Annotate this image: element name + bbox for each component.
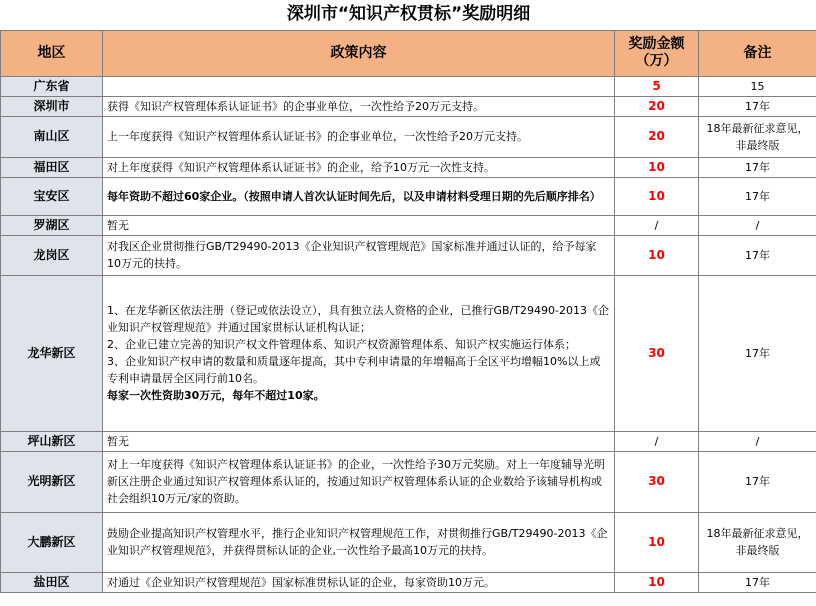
policy-cell[interactable]: 暂无	[103, 215, 615, 235]
header-amount: 奖励金额（万）	[615, 30, 699, 76]
note-cell[interactable]: 17年	[699, 157, 816, 177]
header-note: 备注	[699, 30, 816, 76]
policy-line: 1、在龙华新区依法注册（登记或依法设立），具有独立法人资格的企业，已推行GB/T29490-2013《企业知识产权管理规范》并通过国家贯标认证机构认证；	[107, 304, 609, 334]
header-region: 地区	[1, 30, 103, 76]
region-cell[interactable]: 宝安区	[1, 177, 103, 215]
policy-cell[interactable]: 上一年度获得《知识产权管理体系认证证书》的企事业单位，一次性给予20万元支持。	[103, 116, 615, 157]
note-cell[interactable]: /	[699, 431, 816, 451]
amount-cell[interactable]: 10	[615, 177, 699, 215]
note-cell[interactable]: 15	[699, 76, 816, 96]
region-cell[interactable]: 深圳市	[1, 96, 103, 116]
policy-cell[interactable]: 对上年度获得《知识产权管理体系认证证书》的企业，给予10万元一次性支持。	[103, 157, 615, 177]
amount-cell[interactable]: 10	[615, 512, 699, 572]
region-cell[interactable]: 广东省	[1, 76, 103, 96]
note-cell[interactable]: /	[699, 215, 816, 235]
amount-cell[interactable]: 5	[615, 76, 699, 96]
page-title: 深圳市“知识产权贯标”奖励明细	[1, 0, 816, 30]
region-cell[interactable]: 罗湖区	[1, 215, 103, 235]
amount-cell[interactable]: 30	[615, 275, 699, 431]
amount-cell[interactable]: /	[615, 215, 699, 235]
region-cell[interactable]: 龙岗区	[1, 235, 103, 275]
note-cell[interactable]: 17年	[699, 96, 816, 116]
policy-cell[interactable]: 鼓励企业提高知识产权管理水平，推行企业知识产权管理规范工作，对贯彻推行GB/T29490-2013《企业知识产权管理规范》，并获得贯标认证的企业,一次性给予最高10万元的扶持。	[103, 512, 615, 572]
policy-cell[interactable]	[103, 275, 615, 431]
amount-cell[interactable]: 20	[615, 116, 699, 157]
policy-cell[interactable]: 对通过《企业知识产权管理规范》国家标准贯标认证的企业，每家资助10万元。	[103, 572, 615, 592]
policy-cell[interactable]: 对上一年度获得《知识产权管理体系认证证书》的企业，一次性给予30万元奖励。对上一年度辅导光明新区注册企业通过知识产权管理体系认证的，按通过知识产权管理体系认证的企业数给予该辅导机构或社会组织10万元/家的资助。	[103, 451, 615, 512]
note-cell[interactable]: 17年	[699, 177, 816, 215]
policy-cell[interactable]	[103, 76, 615, 96]
region-cell[interactable]: 龙华新区	[1, 275, 103, 431]
policy-cell[interactable]: 对我区企业贯彻推行GB/T29490-2013《企业知识产权管理规范》国家标准并通过认证的，给予每家10万元的扶持。	[103, 235, 615, 275]
region-cell[interactable]: 盐田区	[1, 572, 103, 592]
policy-cell[interactable]: 暂无	[103, 431, 615, 451]
region-cell[interactable]: 坪山新区	[1, 431, 103, 451]
policy-line: 2、企业已建立完善的知识产权文件管理体系、知识产权资源管理体系、知识产权实施运行体系；	[107, 338, 576, 351]
amount-cell[interactable]: 10	[615, 572, 699, 592]
amount-cell[interactable]: 10	[615, 157, 699, 177]
note-cell[interactable]: 17年	[699, 451, 816, 512]
note-cell[interactable]: 18年最新征求意见，非最终版	[699, 116, 816, 157]
note-cell[interactable]: 17年	[699, 235, 816, 275]
region-cell[interactable]: 大鹏新区	[1, 512, 103, 572]
amount-cell[interactable]: 20	[615, 96, 699, 116]
region-cell[interactable]: 光明新区	[1, 451, 103, 512]
header-policy: 政策内容	[103, 30, 615, 76]
amount-cell[interactable]: 30	[615, 451, 699, 512]
policy-line: 每家一次性资助30万元，每年不超过10家。	[107, 389, 325, 402]
amount-cell[interactable]: /	[615, 431, 699, 451]
amount-cell[interactable]: 10	[615, 235, 699, 275]
policy-cell[interactable]: 每年资助不超过60家企业。（按照申请人首次认证时间先后，以及申请材料受理日期的先后顺序排名）	[103, 177, 615, 215]
region-cell[interactable]: 南山区	[1, 116, 103, 157]
note-cell[interactable]: 17年	[699, 275, 816, 431]
policy-line: 3、企业知识产权申请的数量和质量逐年提高，其中专利申请量的年增幅高于全区平均增幅10%以上或专利申请量居全区同行前10名。	[107, 355, 601, 385]
region-cell[interactable]: 福田区	[1, 157, 103, 177]
note-cell[interactable]: 18年最新征求意见，非最终版	[699, 512, 816, 572]
note-cell[interactable]: 17年	[699, 572, 816, 592]
policy-cell[interactable]: 获得《知识产权管理体系认证证书》的企事业单位，一次性给予20万元支持。	[103, 96, 615, 116]
